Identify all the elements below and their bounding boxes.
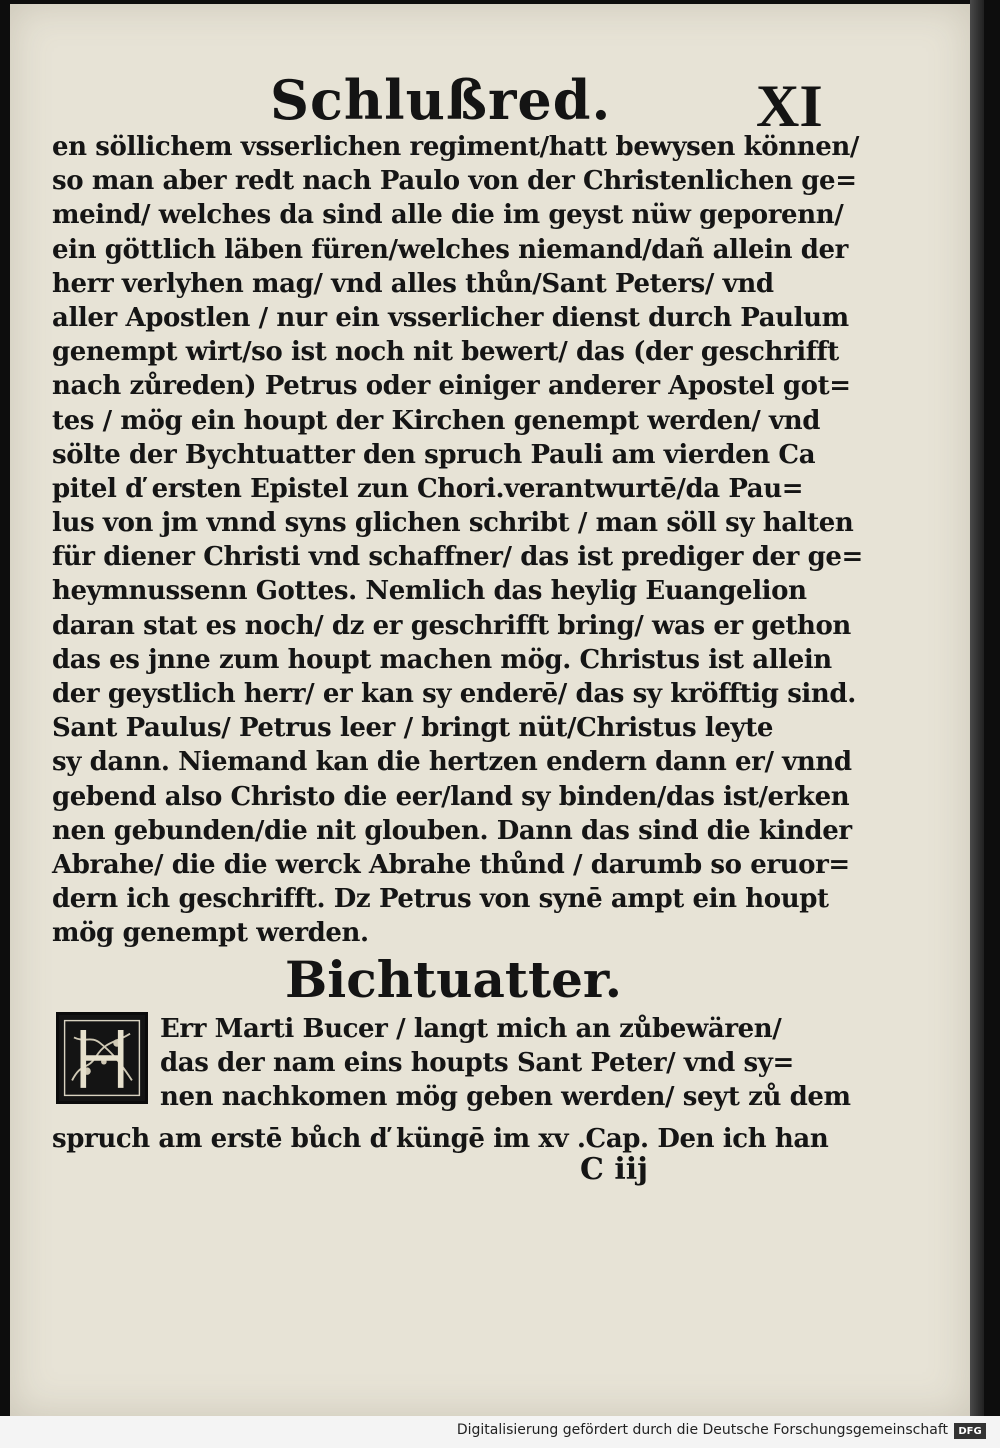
text-line: nen nachkomen mög geben werden/ seyt zů dem <box>160 1082 851 1113</box>
text-line: der geystlich herr/ er kan sy enderē/ das sy kröfftig sind. <box>52 679 856 709</box>
text-line: mög genempt werden. <box>52 918 369 949</box>
text-line: für diener Christi vnd schaffner/ das ist prediger der ge= <box>52 542 863 573</box>
text-line: so man aber redt nach Paulo von der Christenlichen ge= <box>52 166 857 197</box>
text-line: nach zůreden) Petrus oder einiger anderer Apostel got= <box>52 371 851 402</box>
text-line: ein göttlich läben füren/welches niemand/dañ allein der <box>52 234 848 265</box>
signature-mark: C iij <box>580 1152 648 1187</box>
text-line: sölte der Bychtuatter den spruch Pauli am vierden Ca <box>52 439 816 470</box>
text-line: gebend also Christo die eer/land sy binden/das ist/erken <box>52 781 850 812</box>
page-edge <box>970 0 984 1420</box>
text-line: Sant Paulus/ Petrus leer / bringt nüt/Christus leyte <box>52 713 774 744</box>
text-line: lus von jm vnnd syns glichen schribt / man söll sy halten <box>52 508 854 539</box>
drop-cap-paragraph <box>160 1012 851 1115</box>
text-line: pitel ď ersten Epistel zun Chori.verantwurtē/da Pau= <box>52 473 804 504</box>
section-title: Bichtuatter. <box>285 950 623 1009</box>
text-line: heymnussenn Gottes. Nemlich das heylig Euangelion <box>52 576 807 607</box>
text-line: tes / mög ein houpt der Kirchen genempt werden/ vnd <box>52 405 821 436</box>
decorated-initial-h-icon <box>56 1012 148 1104</box>
text-line: meind/ welches da sind alle die im geyst nüw geporenn/ <box>52 200 844 231</box>
text-line: sy dann. Niemand kan die hertzen endern dann er/ vnnd <box>52 747 852 778</box>
text-line: Abrahe/ die die werck Abrahe thůnd / darumb so eruor= <box>52 849 850 880</box>
text-line: genempt wirt/so ist noch nit bewert/ das (der geschrifft <box>52 337 839 368</box>
text-line: dern ich geschrifft. Dz Petrus von synē ampt ein houpt <box>52 884 829 915</box>
text-line: en söllichem vsserlichen regiment/hatt bewysen können/ <box>52 132 859 162</box>
text-line: nen gebunden/die nit glouben. Dann das sind die kinder <box>52 815 852 846</box>
running-head: Schlußred. <box>270 68 612 132</box>
text-line: herr verlyhen mag/ vnd alles thůn/Sant Peters/ vnd <box>52 268 774 299</box>
folio-number: XI <box>756 73 823 139</box>
text-line: das der nam eins houpts Sant Peter/ vnd sy= <box>160 1048 794 1079</box>
text-line: aller Apostlen / nur ein vsserlicher dienst durch Paulum <box>52 302 849 333</box>
text-line: daran stat es noch/ dz er geschrifft bring/ was er gethon <box>52 610 851 641</box>
text-line: Err Marti Bucer / langt mich an zůbewären/ <box>160 1014 782 1044</box>
footer-credit: Digitalisierung gefördert durch die Deutsche Forschungsgemeinschaft <box>456 1422 948 1438</box>
dfg-logo-icon: DFG <box>954 1423 986 1439</box>
text-line: das es jnne zum houpt machen mög. Christus ist allein <box>52 644 832 675</box>
body-text <box>52 130 863 951</box>
text-line: spruch am erstē bůch ď küngē im xv .Cap. Den ich han <box>52 1124 829 1154</box>
